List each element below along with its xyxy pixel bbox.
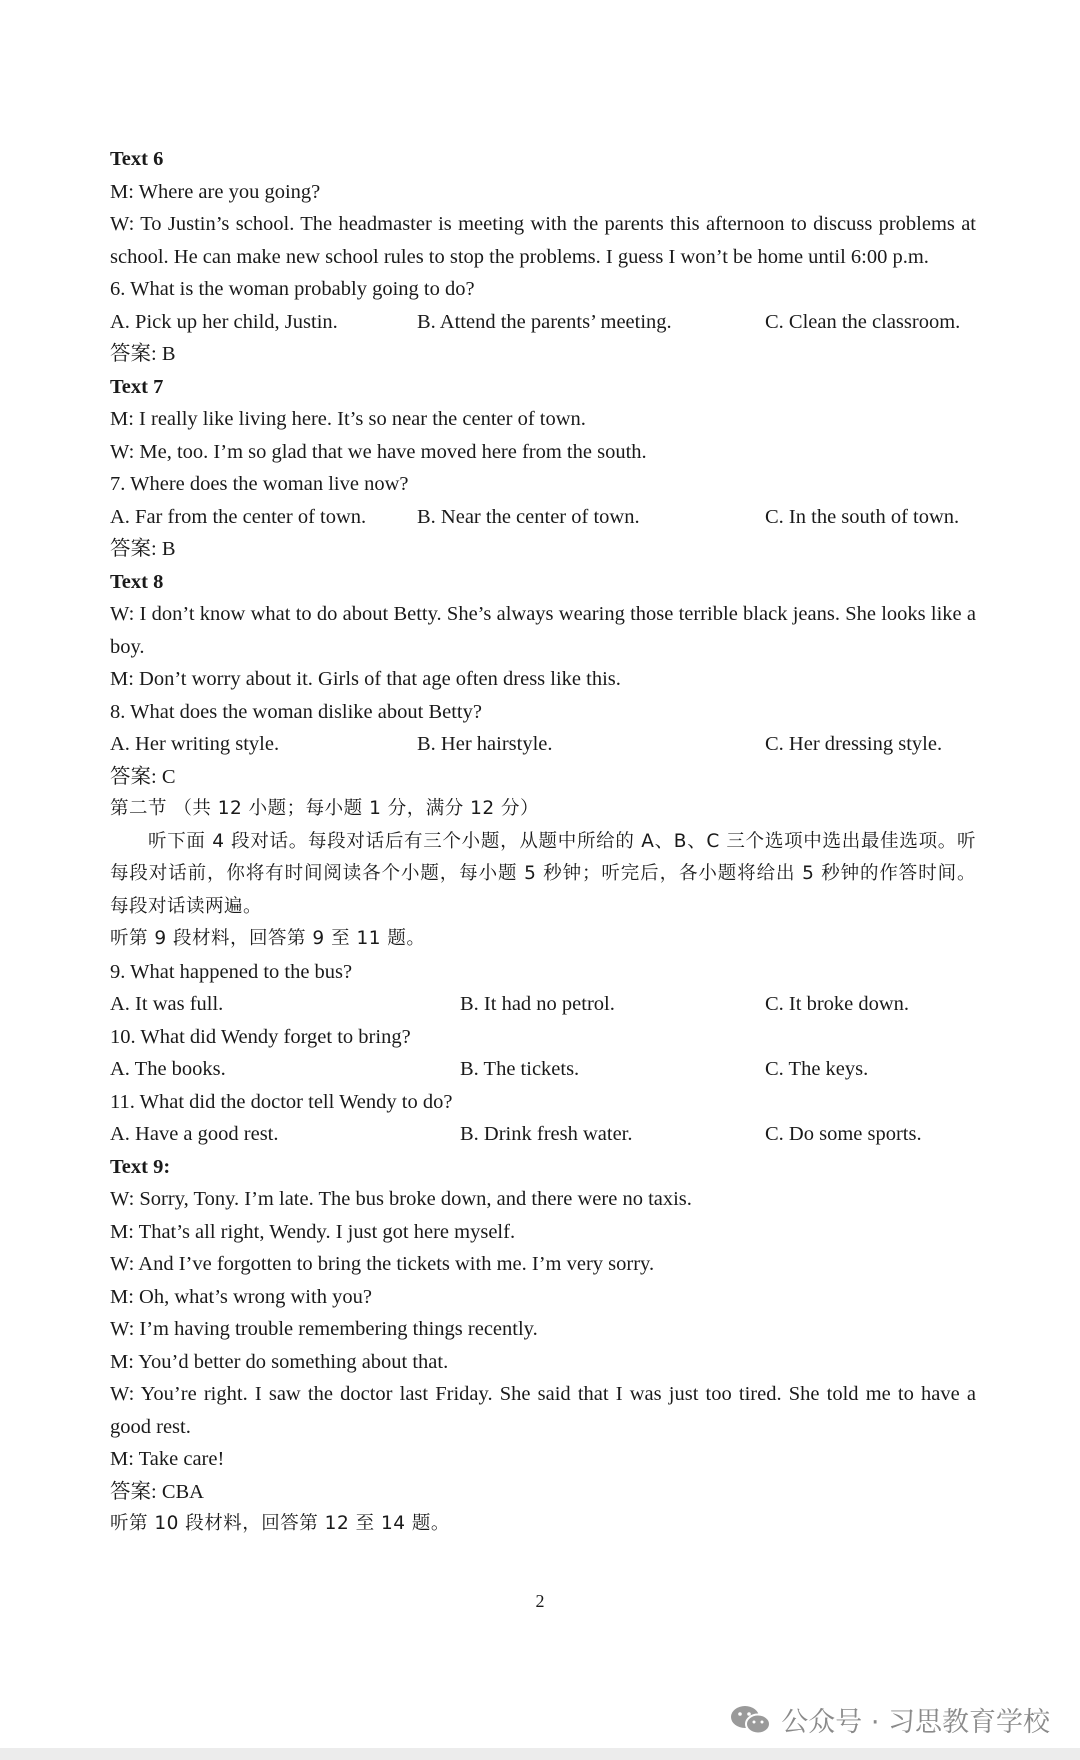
option-c: C. The keys. (765, 1058, 869, 1080)
option-a: A. It was full. (110, 993, 224, 1015)
option-b: B. The tickets. (460, 1058, 580, 1080)
bottom-strip (0, 1748, 1080, 1760)
option-a: A. Have a good rest. (110, 1123, 279, 1145)
dialogue-line: M: Don’t worry about it. Girls of that age often dress like this. (110, 668, 621, 690)
option-b: B. It had no petrol. (460, 993, 615, 1015)
option-a: A. Her writing style. (110, 733, 280, 755)
listen-instruction: 听第 10 段材料，回答第 12 至 14 题。 (110, 1513, 450, 1534)
question-8: 8. What does the woman dislike about Betty? (110, 700, 482, 723)
dialogue-line: W: You’re right. I saw the doctor last Friday. She said that I was just too tired. She told me to have a good rest. (110, 1383, 976, 1438)
option-c: C. In the south of town. (765, 505, 960, 528)
document-page (110, 143, 976, 1541)
option-c: C. Do some sports. (765, 1123, 922, 1145)
page-number: 2 (535, 1591, 545, 1611)
answer: 答案: CBA (110, 1480, 204, 1503)
option-b: B. Drink fresh water. (460, 1123, 633, 1145)
question-10: 10. What did Wendy forget to bring? (110, 1025, 411, 1048)
question-9: 9. What happened to the bus? (110, 960, 353, 983)
option-b: B. Near the center of town. (417, 505, 640, 528)
option-c: C. Her dressing style. (765, 733, 943, 755)
dialogue-line: W: Sorry, Tony. I’m late. The bus broke down, and there were no taxis. (110, 1188, 692, 1210)
dialogue-line: W: Me, too. I’m so glad that we have moved here from the south. (110, 440, 647, 463)
options-row (110, 1053, 976, 1086)
dialogue-line: W: And I’ve forgotten to bring the tickets with me. I’m very sorry. (110, 1253, 655, 1275)
options-row (110, 988, 976, 1021)
wechat-icon (729, 1703, 773, 1737)
options-row (110, 1118, 976, 1151)
answer: 答案: B (110, 343, 176, 365)
dialogue-line: M: I really like living here. It’s so near the center of town. (110, 408, 586, 430)
dialogue-line: M: Take care! (110, 1448, 225, 1470)
section2-instructions: 听下面 4 段对话。每段对话后有三个小题，从题中所给的 A、B、C 三个选项中选出最佳选项。听每段对话前，你将有时间阅读各个小题，每小题 5 秒钟；听完后，各小题将给出 5 秒钟的作答时间。每段对话读两遍。 (110, 830, 976, 917)
option-b: B. Attend the parents’ meeting. (417, 310, 672, 333)
dialogue-line: W: I’m having trouble remembering things recently. (110, 1318, 538, 1340)
question-11: 11. What did the doctor tell Wendy to do? (110, 1090, 453, 1113)
text7-heading: Text 7 (110, 375, 164, 398)
options-row (110, 306, 976, 339)
text6-heading: Text 6 (110, 148, 164, 170)
dialogue-line: M: You’d better do something about that. (110, 1350, 449, 1373)
option-a: A. Far from the center of town. (110, 505, 367, 528)
option-a: A. The books. (110, 1058, 226, 1080)
listen-instruction: 听第 9 段材料，回答第 9 至 11 题。 (110, 928, 426, 949)
watermark (729, 1700, 1050, 1739)
answer: 答案: B (110, 538, 176, 560)
dialogue-line: M: Where are you going? (110, 180, 321, 203)
dialogue-line: W: I don’t know what to do about Betty. She’s always wearing those terrible black jeans. She looks like a boy. (110, 603, 976, 658)
text9-heading: Text 9: (110, 1155, 171, 1178)
dialogue-line: M: Oh, what’s wrong with you? (110, 1285, 372, 1308)
watermark-text: 公众号 · 习思教育学校 (781, 1707, 1050, 1738)
section2-heading: 第二节 （共 12 小题；每小题 1 分，满分 12 分） (110, 798, 540, 819)
option-c: C. It broke down. (765, 993, 910, 1015)
text8-heading: Text 8 (110, 570, 164, 593)
question-7: 7. Where does the woman live now? (110, 473, 409, 495)
question-6: 6. What is the woman probably going to do? (110, 278, 475, 300)
dialogue-line: M: That’s all right, Wendy. I just got here myself. (110, 1220, 516, 1243)
answer: 答案: C (110, 765, 176, 788)
option-c: C. Clean the classroom. (765, 310, 961, 333)
options-row (110, 501, 976, 534)
options-row (110, 728, 976, 761)
dialogue-line: W: To Justin’s school. The headmaster is meeting with the parents this afternoon to discuss problems at school. He can make new school rules to stop the problems. I guess I won’t be home until 6:00 p.m. (110, 213, 976, 268)
option-a: A. Pick up her child, Justin. (110, 310, 338, 333)
option-b: B. Her hairstyle. (417, 733, 553, 755)
